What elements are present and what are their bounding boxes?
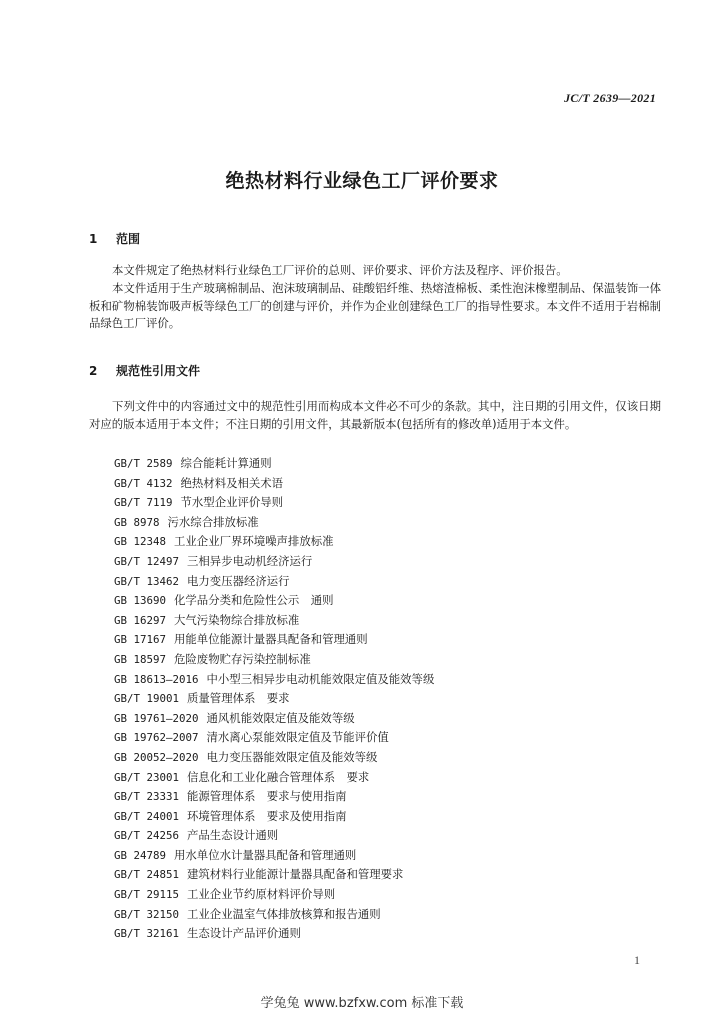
scope-paragraph-2: 本文件适用于生产玻璃棉制品、泡沫玻璃制品、硅酸铝纤维、热熔渣棉板、柔性泡沫橡塑制品、保温装饰一体板和矿物棉装饰吸声板等绿色工厂的创建与评价，并作为企业创建绿色工厂的指导性要求。本文件不适用于岩棉制品绿色工厂评价。 (89, 281, 661, 330)
list-item (114, 748, 434, 768)
reference-title: 产品生态设计通则 (187, 828, 279, 843)
section-2-title: 规范性引用文件 (116, 364, 201, 378)
reference-title: 工业企业温室气体排放核算和报告通则 (187, 906, 381, 921)
reference-title: 能源管理体系 要求与使用指南 (187, 789, 347, 804)
reference-code: GB 20052—2020 (114, 750, 199, 764)
reference-title: 生态设计产品评价通则 (187, 926, 301, 941)
reference-title: 节水型企业评价导则 (180, 495, 284, 510)
reference-code: GB/T 32161 (114, 927, 180, 941)
reference-code: GB/T 4132 (114, 476, 173, 490)
watermark-text: 学兔兔 www.bzfxw.com 标准下载 (260, 996, 464, 1011)
reference-title: 化学品分类和危险性公示 通则 (174, 593, 334, 608)
page-number: 1 (634, 953, 640, 967)
reference-title: 用水单位水计量器具配备和管理通则 (174, 847, 357, 862)
list-item (114, 885, 434, 905)
list-item (114, 552, 434, 572)
reference-title: 危险废物贮存污染控制标准 (174, 651, 311, 666)
reference-code: GB/T 24851 (114, 868, 180, 882)
reference-code: GB/T 29115 (114, 888, 180, 902)
reference-code: GB/T 19001 (114, 692, 180, 706)
reference-code: GB 12348 (114, 535, 167, 549)
reference-code: GB/T 7119 (114, 496, 173, 510)
reference-title: 电力变压器经济运行 (187, 573, 290, 588)
reference-code: GB/T 12497 (114, 554, 180, 568)
reference-title: 质量管理体系 要求 (187, 691, 290, 706)
list-item (114, 591, 434, 611)
reference-title: 三相异步电动机经济运行 (187, 553, 313, 568)
section-1-heading (89, 230, 140, 247)
reference-code: GB 8978 (114, 515, 160, 529)
list-item (114, 924, 434, 944)
reference-title: 信息化和工业化融合管理体系 要求 (187, 769, 370, 784)
reference-code: GB/T 24256 (114, 829, 180, 843)
list-item (114, 513, 434, 533)
list-item (114, 474, 434, 494)
list-item (114, 865, 434, 885)
reference-code: GB 13690 (114, 594, 167, 608)
scope-paragraph-1: 本文件规定了绝热材料行业绿色工厂评价的总则、评价要求、评价方法及程序、评价报告。 (112, 263, 568, 277)
list-item (114, 689, 434, 709)
list-item (114, 807, 434, 827)
normative-references-paragraph: 下列文件中的内容通过文中的规范性引用而构成本文件必不可少的条款。其中，注日期的引用文件，仅该日期对应的版本适用于本文件；不注日期的引用文件，其最新版本(包括所有的修改单)适用于本文件。 (89, 399, 661, 431)
reference-code: GB/T 13462 (114, 574, 180, 588)
reference-title: 大气污染物综合排放标准 (174, 612, 300, 627)
reference-list (114, 454, 434, 944)
list-item (114, 630, 434, 650)
reference-code: GB 19762—2007 (114, 731, 199, 745)
section-1-number: 1 (89, 232, 98, 246)
reference-title: 绝热材料及相关术语 (180, 475, 284, 490)
section-2-number: 2 (89, 364, 98, 378)
section-1-title: 范围 (116, 232, 141, 246)
list-item (114, 826, 434, 846)
reference-title: 污水综合排放标准 (167, 514, 259, 529)
reference-code: GB 19761—2020 (114, 711, 199, 725)
reference-title: 电力变压器能效限定值及能效等级 (206, 749, 378, 764)
list-item (114, 650, 434, 670)
list-item (114, 768, 434, 788)
reference-code: GB/T 24001 (114, 809, 180, 823)
reference-code: GB/T 23331 (114, 790, 180, 804)
reference-title: 通风机能效限定值及能效等级 (206, 710, 355, 725)
reference-code: GB/T 2589 (114, 457, 173, 470)
list-item (114, 905, 434, 925)
list-item (114, 709, 434, 729)
reference-code: GB/T 23001 (114, 770, 180, 784)
reference-code: GB 24789 (114, 848, 167, 862)
list-item (114, 670, 434, 690)
list-item (114, 532, 434, 552)
list-item (114, 493, 434, 513)
list-item (114, 846, 434, 866)
reference-title: 清水离心泵能效限定值及节能评价值 (206, 730, 389, 745)
reference-title: 综合能耗计算通则 (180, 456, 272, 470)
list-item (114, 787, 434, 807)
reference-code: GB/T 32150 (114, 907, 180, 921)
standard-code: JC/T 2639—2021 (564, 91, 656, 105)
reference-code: GB 17167 (114, 633, 167, 647)
reference-title: 用能单位能源计量器具配备和管理通则 (174, 632, 368, 647)
reference-title: 工业企业节约原材料评价导则 (187, 887, 336, 902)
reference-title: 工业企业厂界环境噪声排放标准 (174, 534, 334, 549)
section-2-heading (89, 362, 200, 379)
reference-code: GB 16297 (114, 613, 167, 627)
list-item (114, 611, 434, 631)
document-title: 绝热材料行业绿色工厂评价要求 (225, 170, 499, 192)
list-item (114, 728, 434, 748)
reference-code: GB 18613—2016 (114, 672, 199, 686)
reference-code: GB 18597 (114, 652, 167, 666)
reference-title: 中小型三相异步电动机能效限定值及能效等级 (206, 671, 435, 686)
reference-title: 环境管理体系 要求及使用指南 (187, 808, 347, 823)
list-item (114, 454, 434, 474)
list-item (114, 572, 434, 592)
reference-title: 建筑材料行业能源计量器具配备和管理要求 (187, 867, 404, 882)
